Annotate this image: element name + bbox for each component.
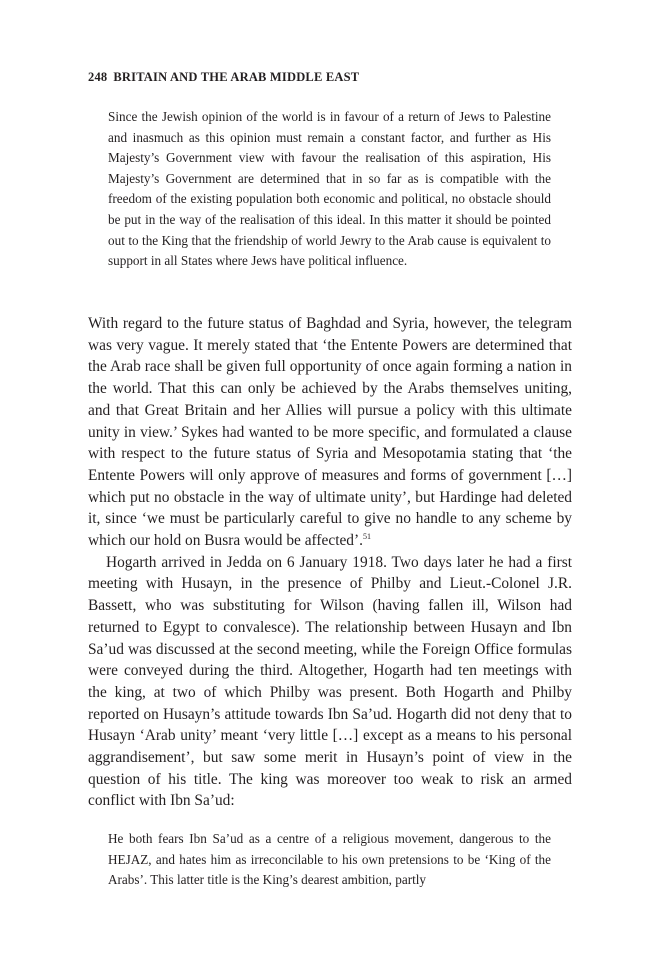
paragraph-1-text: With regard to the future status of Baghdad and Syria, however, the telegram was very vague. It merely stated that ‘the Entente Powers are determined that the Arab race shall be given full opportunity of once again forming a nation in the world. That this can only be achieved by the Arabs themselves uniting, and that Great Britain and her Allies will pursue a policy with this ultimate unity in view.’ Sykes had wanted to be more specific, and formulated a clause with respect to the future status of Syria and Mesopotamia stating that ‘the Entente Powers will only approve of measures and forms of government […] which put no obstacle in the way of ultimate unity’, but Hardinge had deleted it, since ‘we must be particularly careful to give no handle to any scheme by which our hold on Busra would be affected’. [88, 315, 572, 550]
footnote-marker[interactable]: 51 [362, 531, 371, 541]
running-head [88, 70, 359, 85]
paragraph-1 [88, 313, 572, 552]
body-text [88, 313, 572, 812]
block-quote-bottom: He both fears Ibn Sa’ud as a centre of a religious movement, dangerous to the HEJAZ, and hates him as irreconcilable to his own pretensions to be ‘King of the Arabs’. This latter title is the King’s dearest ambition, partly [108, 831, 551, 888]
paragraph-2: Hogarth arrived in Jedda on 6 January 1918. Two days later he had a first meeting with Husayn, in the presence of Philby and Lieut.-Colonel J.R. Bassett, who was substituting for Wilson (having fallen ill, Wilson had returned to Egypt to convalesce). The relationship between Husayn and Ibn Sa’ud was discussed at the second meeting, while the Foreign Office formulas were conveyed during the third. Altogether, Hogarth had ten meetings with the king, at two of which Philby was present. Both Hogarth and Philby reported on Husayn’s attitude towards Ibn Sa’ud. Hogarth did not deny that to Husayn ‘Arab unity’ meant ‘very little […] except as a means to his personal aggrandisement’, but saw some merit in Husayn’s point of view in the question of his title. The king was moreover too weak to risk an armed conflict with Ibn Sa’ud: [88, 553, 572, 810]
running-head-title: BRITAIN AND THE ARAB MIDDLE EAST [113, 70, 360, 84]
page-number: 248 [88, 70, 108, 84]
block-quote-top: Since the Jewish opinion of the world is in favour of a return of Jews to Palestine and inasmuch as this opinion must remain a constant factor, and further as His Majesty’s Government view with favour the realisation of this aspiration, His Majesty’s Government are determined that in so far as is compatible with the freedom of the existing population both economic and political, no obstacle should be put in the way of the realisation of this ideal. In this matter it should be pointed out to the King that the friendship of world Jewry to the Arab cause is equivalent to support in all States where Jews have political influence. [108, 109, 551, 269]
